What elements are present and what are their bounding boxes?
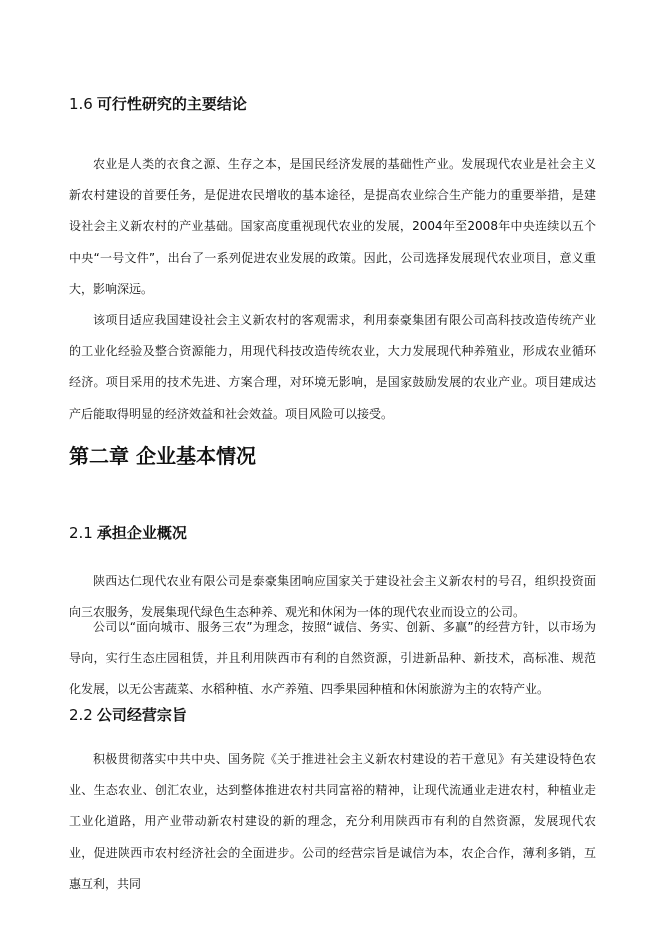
section-number: 2.2 [69, 706, 93, 724]
paragraph: 陕西达仁现代农业有限公司是泰豪集团响应国家关于建设社会主义新农村的号召，组织投资面向三农服务，发展集现代绿色生态种养、观光和休闲为一体的现代农业而设立的公司。 [69, 574, 596, 620]
section-title: 公司经营宗旨 [96, 706, 187, 724]
section-title: 可行性研究的主要结论 [96, 95, 247, 113]
section-2-2-heading [69, 705, 187, 725]
paragraph: 农业是人类的衣食之源、生存之本，是国民经济发展的基础性产业。发展现代农业是社会主义新农村建设的首要任务，是促进农民增收的基本途径，是提高农业综合生产能力的重要举措，是建设社会主义新农村的产业基础。国家高度重视现代农业的发展，2004年至2008年中央连续以五个中央“一号文件”，出台了一系列促进农业发展的政策。因此，公司选择发展现代农业项目，意义重大，影响深远。 [69, 157, 596, 296]
section-title: 承担企业概况 [96, 524, 187, 542]
chapter-2-heading: 第二章 企业基本情况 [69, 444, 256, 468]
paragraph: 该项目适应我国建设社会主义新农村的客观需求，利用泰豪集团有限公司高科技改造传统产业的工业化经验及整合资源能力，用现代科技改造传统农业，大力发展现代种养殖业，形成农业循环经济。项目采用的技术先进、方案合理，对环境无影响，是国家鼓励发展的农业产业。项目建成达产后能取得明显的经济效益和社会效益。项目风险可以接受。 [69, 313, 596, 421]
paragraph: 公司以“面向城市、服务三农”为理念，按照“诚信、务实、创新、多赢”的经营方针，以市场为导向，实行生态庄园租赁，并且利用陕西市有利的自然资源，引进新品种、新技术，高标准、规范化发展，以无公害蔬菜、水稻种植、水产养殖、四季果园种植和休闲旅游为主的农特产业。 [69, 620, 596, 697]
section-number: 2.1 [69, 524, 93, 542]
paragraph: 积极贯彻落实中共中央、国务院《关于推进社会主义新农村建设的若干意见》有关建设特色农业、生态农业、创汇农业，达到整体推进农村共同富裕的精神，让现代流通业走进农村，种植业走工业化道路，用产业带动新农村建设的新的理念，充分利用陕西市有利的自然资源，发展现代农业，促进陕西市农村经济社会的全面进步。公司的经营宗旨是诚信为本，农企合作，薄利多销，互惠互利，共同 [69, 752, 596, 891]
section-number: 1.6 [69, 95, 93, 113]
section-1-6-heading [69, 94, 247, 114]
section-2-1-heading [69, 523, 187, 543]
